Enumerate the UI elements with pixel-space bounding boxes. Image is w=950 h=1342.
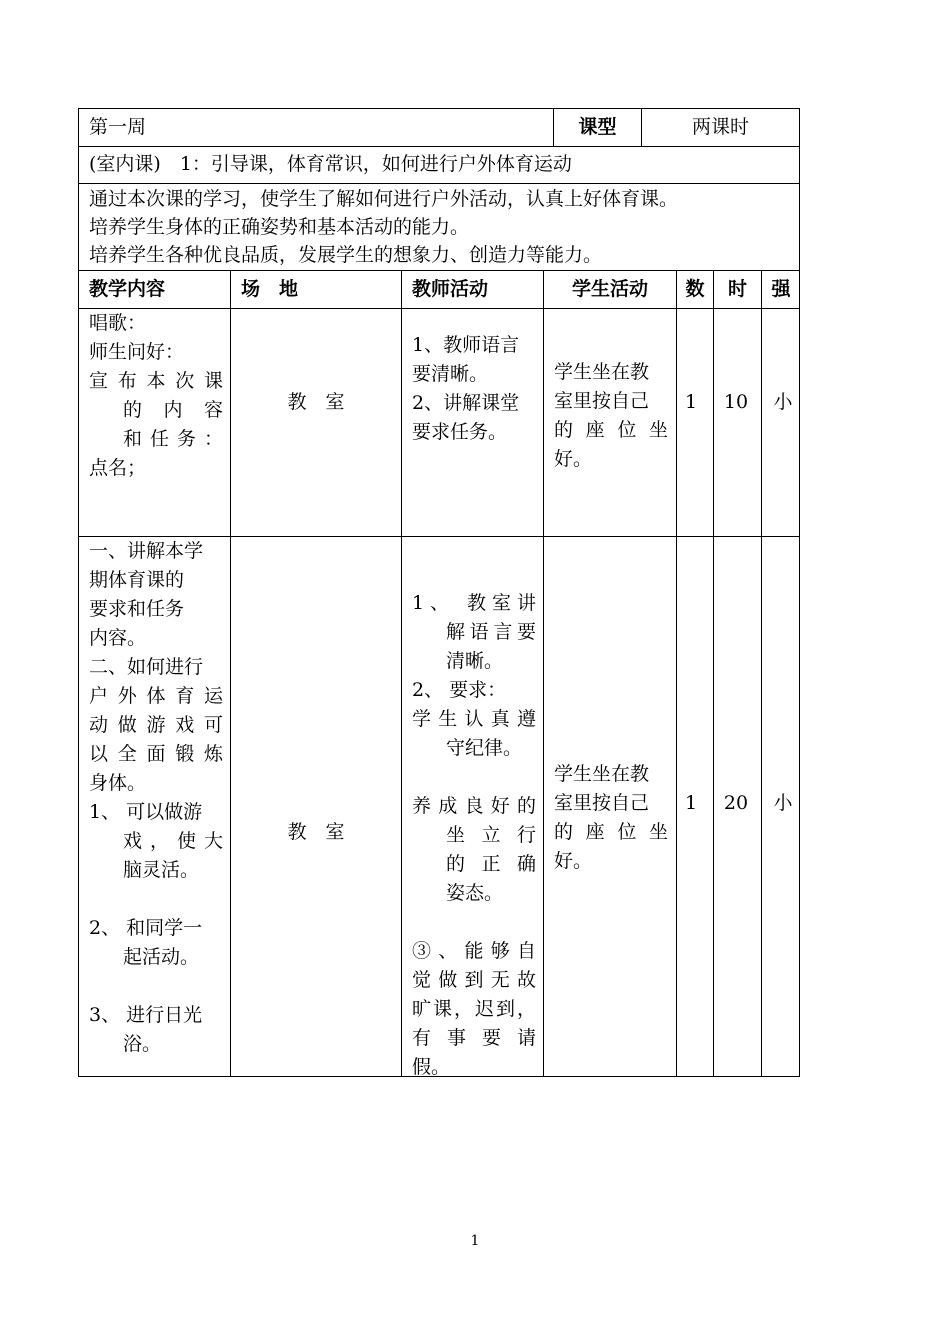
- row2-teacher: [412, 589, 536, 1082]
- content-line: 宣布本次课: [89, 370, 223, 392]
- content-line: [89, 972, 223, 1001]
- lesson-title: (室内课) 1：引导课，体育常识，如何进行户外体育运动: [89, 153, 572, 175]
- row2-student: [554, 760, 668, 876]
- content-line: 2、 和同学一: [89, 917, 203, 939]
- content-line: 1、 可以做游: [89, 801, 203, 823]
- row2-count: 1: [684, 792, 698, 814]
- objectives: [89, 185, 678, 269]
- lesson-type-label: 课型: [578, 116, 617, 138]
- col-teacher-header: 教师活动: [412, 278, 489, 300]
- lesson-type-value: 两课时: [691, 116, 749, 138]
- week-label: 第一周: [89, 116, 147, 138]
- col-student-header: 学生活动: [571, 278, 648, 300]
- teacher-line: 假。: [412, 1056, 451, 1078]
- student-line: 好。: [554, 448, 593, 470]
- teacher-line: [412, 763, 536, 792]
- teacher-line: 学生认真遵: [412, 708, 536, 730]
- objective-line: 培养学生身体的正确姿势和基本活动的能力。: [89, 216, 470, 238]
- row1-content: [89, 309, 223, 483]
- student-line: 室里按自己: [554, 390, 650, 412]
- teacher-line: 要清晰。: [412, 363, 489, 385]
- student-line: 室里按自己: [554, 792, 650, 814]
- content-line: 唱歌：: [89, 312, 147, 334]
- content-line: 戏，使大: [123, 830, 223, 852]
- content-line: 二、如何进行: [89, 656, 204, 678]
- teacher-line: 解语言要: [446, 621, 536, 643]
- teacher-line: 的正确: [446, 853, 536, 875]
- student-line: 的座位坐: [554, 821, 668, 843]
- content-line: 内容。: [89, 627, 147, 649]
- content-line: 浴。: [123, 1033, 162, 1055]
- objective-line: 通过本次课的学习，使学生了解如何进行户外活动，认真上好体育课。: [89, 188, 679, 210]
- row1-count: 1: [684, 391, 698, 413]
- teacher-line: 1、教师语言: [412, 334, 520, 356]
- page-number: 1: [470, 1233, 480, 1249]
- teacher-line: 2、讲解课堂: [412, 392, 520, 414]
- student-line: 学生坐在教: [554, 763, 650, 785]
- content-line: 起活动。: [123, 946, 200, 968]
- row2-time: 20: [723, 792, 749, 814]
- col-time-header: 时: [727, 278, 747, 300]
- content-line: 户外体育运: [89, 685, 223, 707]
- row2-venue: 教 室: [287, 821, 345, 843]
- row1-venue: 教 室: [287, 391, 345, 413]
- content-line: 脑灵活。: [123, 859, 200, 881]
- row1-intensity: 小: [773, 391, 793, 413]
- student-line: 好。: [554, 850, 593, 872]
- row1-time: 10: [723, 391, 749, 413]
- row2-content: [89, 537, 223, 1059]
- teacher-line: 要求任务。: [412, 421, 508, 443]
- teacher-line: 姿态。: [446, 882, 504, 904]
- teacher-line: ③、能够自: [412, 940, 536, 962]
- teacher-line: 守纪律。: [446, 737, 523, 759]
- teacher-line: 1、 教室讲: [412, 592, 536, 614]
- teacher-line: 旷课，迟到，: [412, 998, 536, 1020]
- content-line: 身体。: [89, 772, 147, 794]
- content-line: 和任务：: [123, 428, 223, 450]
- student-line: 学生坐在教: [554, 361, 650, 383]
- col-intensity-header: 强: [771, 278, 791, 300]
- content-line: 点名；: [89, 457, 147, 479]
- content-line: [89, 885, 223, 914]
- teacher-line: 觉做到无故: [412, 969, 536, 991]
- objective-line: 培养学生各种优良品质，发展学生的想象力、创造力等能力。: [89, 244, 603, 266]
- content-line: 师生问好：: [89, 341, 185, 363]
- teacher-line: 清晰。: [446, 650, 504, 672]
- col-venue-header: 场 地: [241, 278, 299, 300]
- student-line: 的座位坐: [554, 419, 668, 441]
- row1-teacher: [412, 331, 536, 447]
- row1-student: [554, 358, 668, 474]
- content-line: 一、讲解本学: [89, 540, 204, 562]
- teacher-line: 坐立行: [446, 824, 536, 846]
- content-line: 动做游戏可: [89, 714, 223, 736]
- teacher-line: 养成良好的: [412, 795, 536, 817]
- teacher-line: 有事要请: [412, 1027, 536, 1049]
- content-line: 期体育课的: [89, 569, 185, 591]
- col-count-header: 数: [685, 278, 705, 300]
- col-content-header: 教学内容: [89, 278, 166, 300]
- content-line: 以全面锻炼: [89, 743, 223, 765]
- content-line: 的内容: [123, 399, 223, 421]
- teacher-line: 2、 要求：: [412, 679, 507, 701]
- content-line: 3、 进行日光: [89, 1004, 203, 1026]
- teacher-line: [412, 908, 536, 937]
- row2-intensity: 小: [773, 792, 793, 814]
- content-line: 要求和任务: [89, 598, 185, 620]
